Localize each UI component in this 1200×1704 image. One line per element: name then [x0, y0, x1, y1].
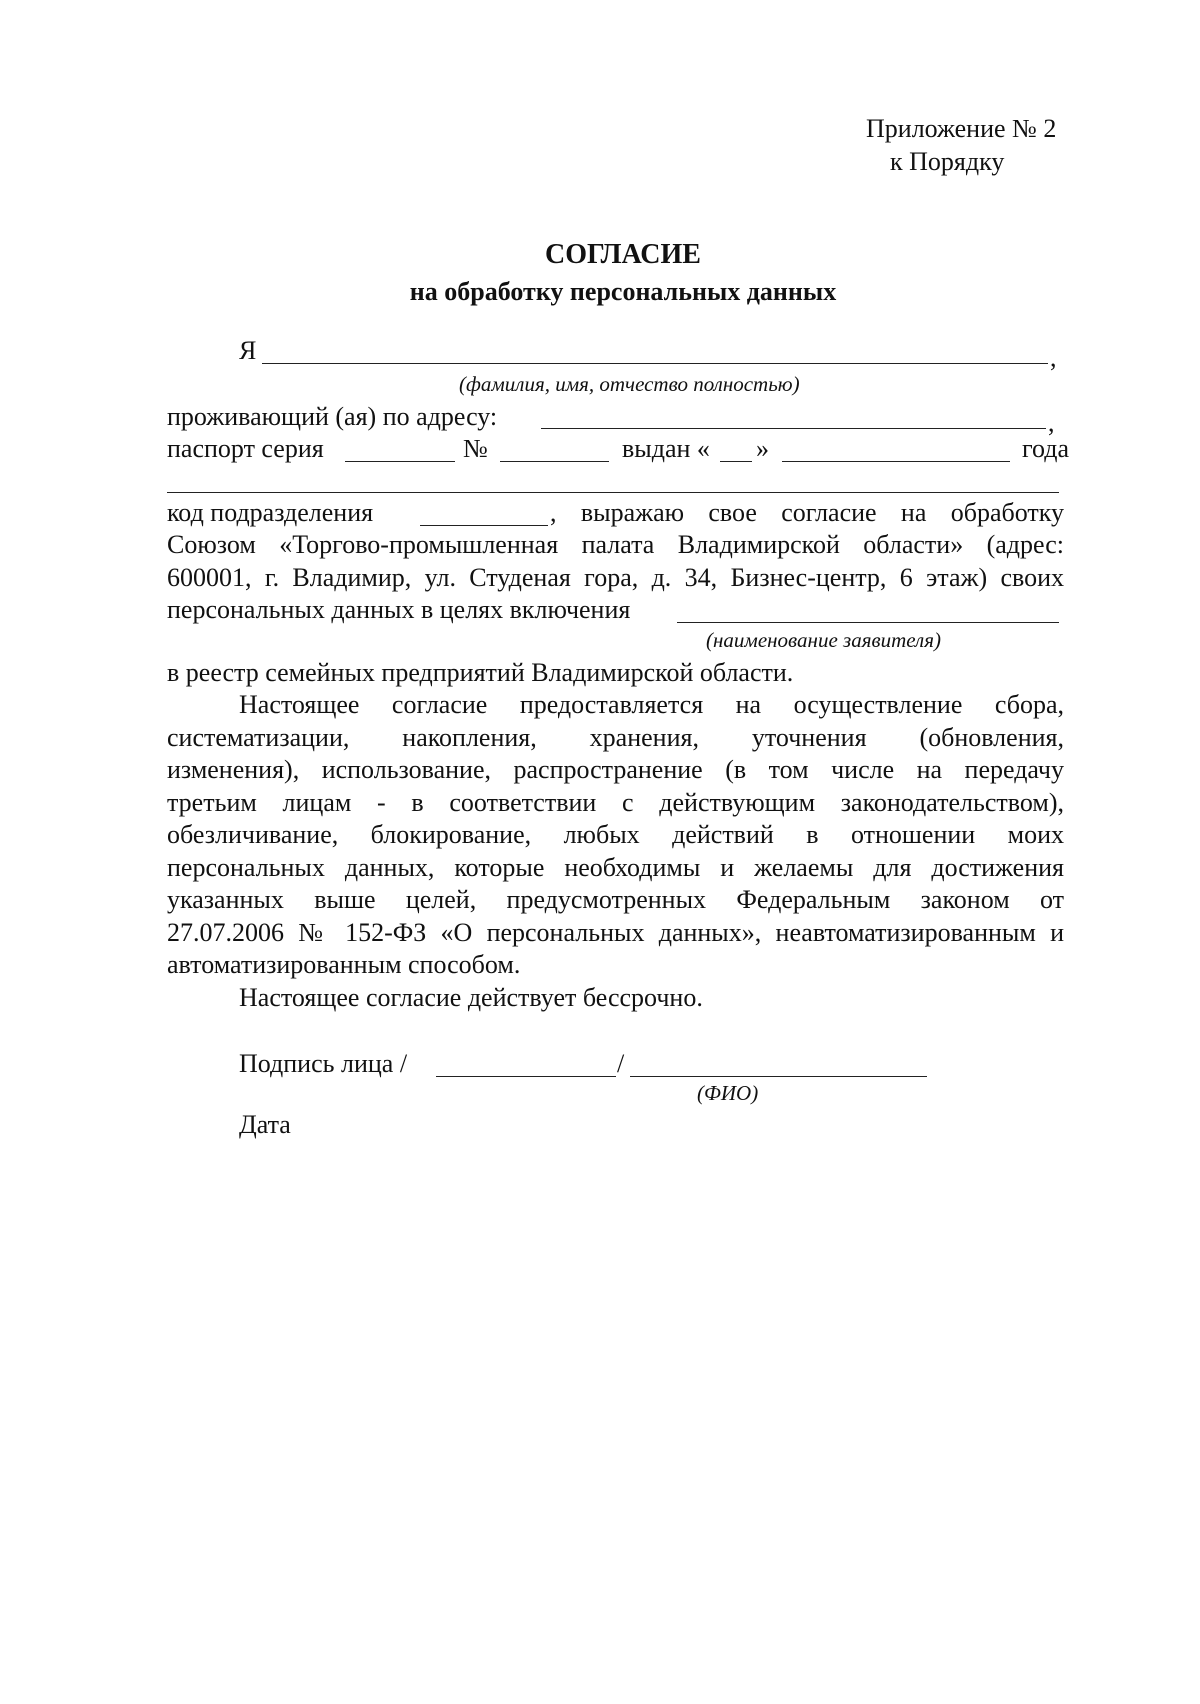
signature-fio-blank [630, 1076, 927, 1077]
address-comma: , [1048, 408, 1055, 437]
order-line: к Порядку [890, 147, 1005, 176]
applicant-hint: (наименование заявителя) [706, 628, 941, 652]
fio-blank [262, 363, 1048, 364]
date-label: Дата [239, 1110, 291, 1139]
document-subtitle: на обработку персональных данных [409, 277, 837, 306]
issued-day-blank [720, 461, 752, 462]
paragraph-1-line-4: третьим лицам - в соответствии с действующим законодательством), [167, 788, 1064, 817]
paragraph-1-line-6: персональных данных, которые необходимы и желаемы для достижения [167, 853, 1064, 882]
passport-number-sign: № [463, 434, 488, 463]
fio-hint: (фамилия, имя, отчество полностью) [459, 372, 800, 396]
applicant-blank [677, 622, 1059, 623]
paragraph-2: Настоящее согласие действует бессрочно. [239, 983, 703, 1012]
passport-series-blank [345, 461, 455, 462]
dept-code-rest: , выражаю свое согласие на обработку [550, 498, 1064, 527]
full-width-blank [167, 492, 1059, 493]
year-label: года [1022, 434, 1070, 463]
signature-fio-hint: (ФИО) [697, 1081, 759, 1105]
fio-comma: , [1050, 343, 1057, 372]
paragraph-1-line-5: обезличивание, блокирование, любых действий в отношении моих [167, 820, 1064, 849]
paragraph-1-line-3: изменения), использование, распространение (в том числе на передачу [167, 755, 1064, 784]
issued-label: выдан « [622, 434, 710, 463]
paragraph-1-line-7: указанных выше целей, предусмотренных Федеральным законом от [167, 885, 1064, 914]
address-blank [541, 428, 1046, 429]
paragraph-1-last-line: автоматизированным способом. [167, 950, 521, 979]
union-line: Союзом «Торгово-промышленная палата Владимирской области» (адрес: [167, 530, 1064, 559]
paragraph-1-line-1: Настоящее согласие предоставляется на осуществление сбора, [239, 690, 1064, 719]
address-label: проживающий (ая) по адресу: [167, 402, 498, 431]
dept-code-label: код подразделения [167, 498, 374, 527]
dept-code-blank [420, 525, 548, 526]
appendix-line: Приложение № 2 [866, 114, 1057, 143]
document-title: СОГЛАСИЕ [545, 239, 701, 270]
registry-line: в реестр семейных предприятий Владимирской области. [167, 658, 794, 687]
address-line: 600001, г. Владимир, ул. Студеная гора, д. 34, Бизнес-центр, 6 этаж) своих [167, 563, 1064, 592]
issued-close-quote: » [756, 434, 769, 463]
paragraph-1-line-2: систематизации, накопления, хранения, уточнения (обновления, [167, 723, 1064, 752]
signature-blank [436, 1076, 616, 1077]
passport-series-label: паспорт серия [167, 434, 324, 463]
signature-slash: / [617, 1049, 625, 1078]
issued-by-blank [782, 461, 1010, 462]
paragraph-1-line-8: 27.07.2006 № 152-ФЗ «О персональных данных», неавтоматизированным и [167, 918, 1064, 947]
ya-label: Я [239, 336, 257, 365]
passport-number-blank [500, 461, 609, 462]
signature-label: Подпись лица / [239, 1049, 408, 1078]
purpose-line: персональных данных в целях включения [167, 595, 631, 624]
